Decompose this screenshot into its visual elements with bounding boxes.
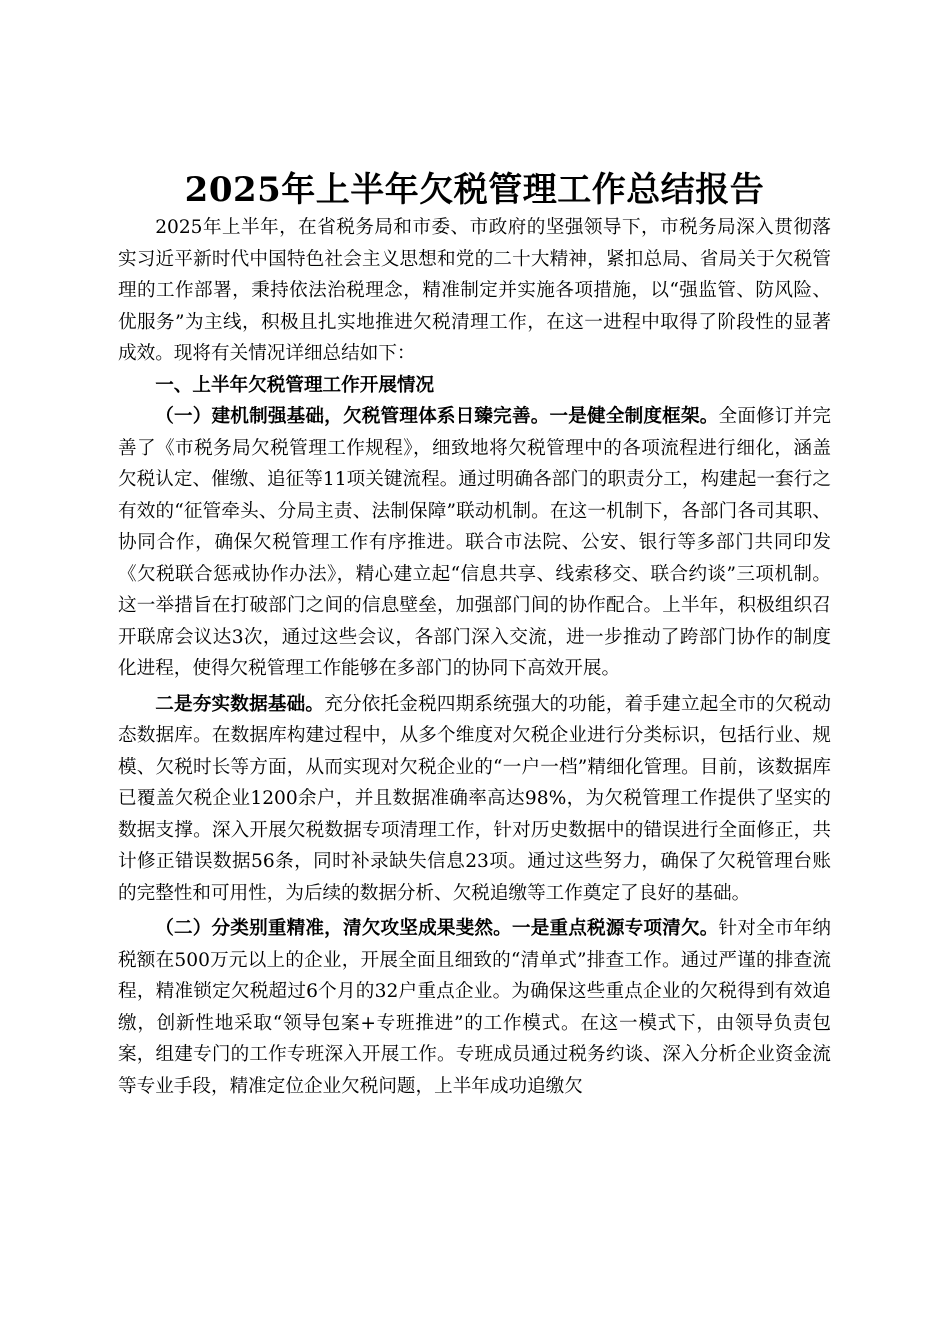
paragraph-body: 针对全市年纳税额在500万元以上的企业，开展全面且细致的“清单式”排查工作。通过严谨的排查流程，精准锁定欠税超过6个月的32户重点企业。为确保这些重点企业的欠税得到有效追缴，创新性地采取“领导包案+专班推进”的工作模式。在这一模式下，由领导负责包案，组建专门的工作专班深入开展工作。专班成员通过税务约谈、深入分析企业资金流等专业手段，精准定位企业欠税问题，上半年成功追缴欠 bbox=[118, 918, 831, 1097]
intro-paragraph: 2025年上半年，在省税务局和市委、市政府的坚强领导下，市税务局深入贯彻落实习近平新时代中国特色社会主义思想和党的二十大精神，紧扣总局、省局关于欠税管理的工作部署，秉持依法治税理念，精准制定并实施各项措施，以“强监管、防风险、优服务”为主线，积极且扎实地推进欠税清理工作，在这一进程中取得了阶段性的显著成效。现将有关情况详细总结如下： bbox=[118, 217, 831, 364]
paragraph-lead: （二）分类别重精准，清欠攻坚成果斐然。一是重点税源专项清欠。 bbox=[155, 918, 719, 939]
paragraph-body: 全面修订并完善了《市税务局欠税管理工作规程》，细致地将欠税管理中的各项流程进行细化，涵盖欠税认定、催缴、追征等11项关键流程。通过明确各部门的职责分工，构建起一套行之有效的“征管牵头、分局主责、法制保障”联动机制。在这一机制下，各部门各司其职、协同合作，确保欠税管理工作有序推进。联合市法院、公安、银行等多部门共同印发《欠税联合惩戒协作办法》，精心建立起“信息共享、线索移交、联合约谈”三项机制。这一举措旨在打破部门之间的信息壁垒，加强部门间的协作配合。上半年，积极组织召开联席会议达3次，通过这些会议，各部门深入交流，进一步推动了跨部门协作的制度化进程，使得欠税管理工作能够在多部门的协同下高效开展。 bbox=[118, 406, 831, 679]
paragraph-body: 充分依托金税四期系统强大的功能，着手建立起全市的欠税动态数据库。在数据库构建过程中，从多个维度对欠税企业进行分类标识，包括行业、规模、欠税时长等方面，从而实现对欠税企业的“一户一档”精细化管理。目前，该数据库已覆盖欠税企业1200余户，并且数据准确率高达98%，为欠税管理工作提供了坚实的数据支撑。深入开展欠税数据专项清理工作，针对历史数据中的错误进行全面修正，共计修正错误数据56条，同时补录缺失信息23项。通过这些努力，确保了欠税管理台账的完整性和可用性，为后续的数据分析、欠税追缴等工作奠定了良好的基础。 bbox=[118, 693, 831, 904]
paragraph-lead: （一）建机制强基础，欠税管理体系日臻完善。一是健全制度框架。 bbox=[155, 406, 719, 427]
paragraph-data-foundation bbox=[118, 689, 831, 910]
paragraph-mechanism bbox=[118, 401, 831, 685]
document-title: 2025年上半年欠税管理工作总结报告 bbox=[184, 170, 765, 210]
section-heading: 一、上半年欠税管理工作开展情况 bbox=[155, 374, 435, 396]
paragraph-lead: 二是夯实数据基础。 bbox=[155, 693, 325, 715]
paragraph-classification bbox=[118, 913, 831, 1102]
